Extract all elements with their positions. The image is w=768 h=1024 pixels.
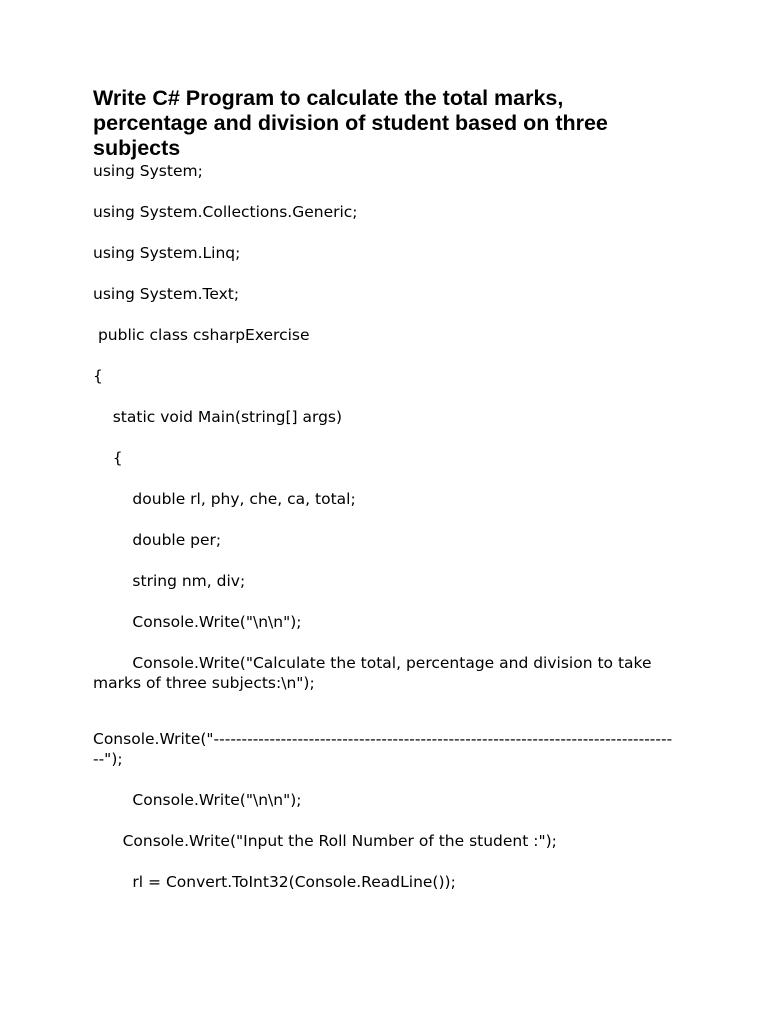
code-line: string nm, div;	[93, 572, 246, 590]
document-page	[93, 86, 673, 892]
code-block	[93, 161, 673, 892]
code-line: Console.Write("Calculate the total, percentage and division to take marks of three subjects:\n");	[93, 654, 657, 692]
code-line: Console.Write("\n\n");	[93, 791, 302, 809]
code-line: public class csharpExercise	[93, 326, 310, 344]
code-line: {	[93, 449, 123, 467]
code-line: static void Main(string[] args)	[93, 408, 343, 426]
code-line: using System;	[93, 162, 203, 180]
code-line: using System.Linq;	[93, 244, 241, 262]
code-line: Console.Write("------------------------------------------------------------------------------------");	[93, 730, 673, 768]
document-title: Write C# Program to calculate the total marks, percentage and division of student based on three subjects	[93, 86, 608, 160]
code-line: using System.Collections.Generic;	[93, 203, 358, 221]
code-line: Console.Write("Input the Roll Number of the student :");	[93, 832, 557, 850]
code-line: using System.Text;	[93, 285, 240, 303]
code-line: rl = Convert.ToInt32(Console.ReadLine());	[93, 873, 456, 891]
code-line: Console.Write("\n\n");	[93, 613, 302, 631]
code-line: double rl, phy, che, ca, total;	[93, 490, 356, 508]
code-line: {	[93, 367, 103, 385]
code-line: double per;	[93, 531, 222, 549]
